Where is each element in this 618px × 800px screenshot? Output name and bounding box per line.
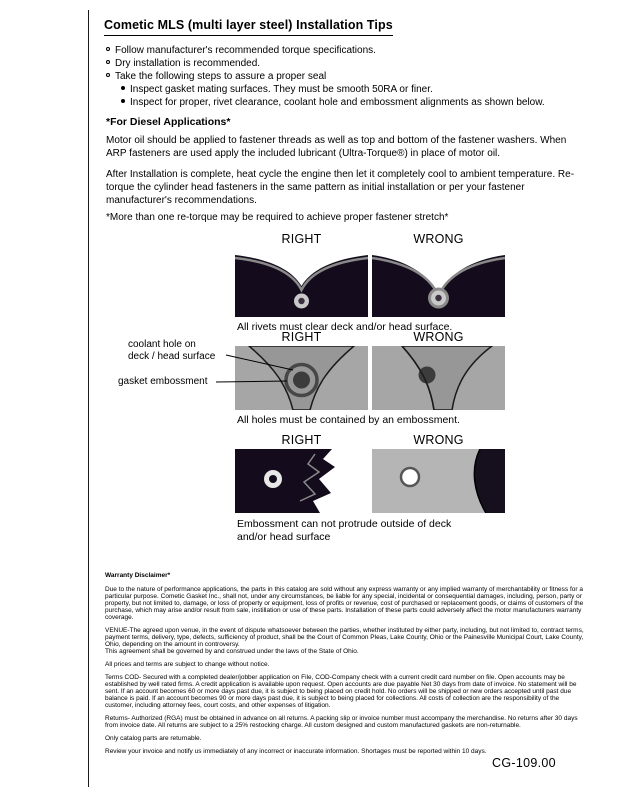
tip-text: Dry installation is recommended. [115,58,261,69]
retorque-note: *More than one re-torque may be required to achieve proper fastener stretch* [106,212,449,223]
fig2-wrong-diagram [372,346,505,410]
document-code: CG-109.00 [492,756,556,770]
fig2-caption: All holes must be contained by an embossment. [237,414,460,426]
warranty-disclaimer-section [105,572,584,761]
review-invoice-paragraph: Review your invoice and notify us immediately of any incorrect or inaccurate information. Shortages must be reported within 10 days. [105,748,487,755]
filled-bullet-icon [121,86,125,90]
prices-paragraph: All prices and terms are subject to change without notice. [105,661,270,668]
fig2-wrong-label: WRONG [413,330,464,344]
warranty-disclaimer-heading: Warranty Disclaimer* [105,572,171,579]
callout-text: coolant hole on [128,339,196,350]
fig3-right-diagram [235,449,368,513]
list-item [106,70,580,83]
gasket-embossment-callout: gasket embossment [118,376,208,387]
list-item [121,83,580,96]
callout-text: deck / head surface [128,350,216,362]
fig3-caption-line2: and/or head surface [237,531,331,543]
diesel-paragraph-1: Motor oil should be applied to fastener threads as well as top and bottom of the fastener washers. When ARP fasteners are used apply the included lubricant (Ultra-Torque®) in place of motor oil. [106,135,567,159]
list-item [106,44,580,57]
fig1-right-diagram [235,247,368,317]
diesel-paragraph-2: After Installation is complete, heat cycle the engine then let it completely cool to ambient temperature. Re-torque the cylinder head fasteners in the same pattern as initial installation or per your fastener manufacturer's recommendations. [106,169,575,206]
tip-text: Inspect for proper, rivet clearance, coolant hole and embossment alignments as shown below. [130,97,545,108]
diesel-applications-heading: *For Diesel Applications* [106,116,231,128]
tip-text: Take the following steps to assure a proper seal [115,71,327,82]
fig2-right-diagram [235,346,368,410]
coolant-hole-callout [128,339,232,362]
tip-text: Follow manufacturer's recommended torque specifications. [115,45,376,56]
fig3-right-label: RIGHT [281,433,322,447]
returns-paragraph: Returns- Authorized (RGA) must be obtained in advance on all returns. A packing slip or invoice number must accompany the merchandise. No returns after 30 days from invoice date. All returns are subject to a 25% restocking charge. All custom designed and custom manufactured gaskets are non-returnable. [105,715,578,729]
venue-paragraph: VENUE-The agreed upon venue, in the event of dispute whatsoever between the parties, whether instituted by either party, including, but not limited to, contract terms, payment terms, delivery, type, defects, sufficiency of product, shall be the Court of Common Pleas, Lake County, Ohio or the Painesville Municipal Court, Lake County, Ohio, depending on the amount in controversy. [105,627,584,648]
tip-text: Inspect gasket mating surfaces. They must be smooth 50RA or finer. [130,84,433,95]
fig2-right-label: RIGHT [281,330,322,344]
open-bullet-icon [106,73,110,77]
terms-paragraph: Terms COD- Secured with a completed dealer/jobber application on File, COD-Company check with a current credit card number on file. Open accounts may be established by well rated firms. A credit application is available upon request. Open accounts are due payable Net 30 days from date of invoice. No statement will be sent. If an account becomes 60 or more days past due, it is subject to being placed on credit hold. No orders will be shipped or new orders accepted until past due balance is paid. If an account becomes 90 or more days past due, it is subject to being placed for collections. All costs of collection are the responsibility of the customer, including attorney fees, court costs, and other expenses of litigation. [105,674,577,709]
list-item [121,96,580,109]
venue-paragraph-2: This agreement shall be governed by and construed under the laws of the State of Ohio. [105,648,359,655]
fig1-wrong-diagram [372,247,505,317]
page-left-border [88,10,89,787]
fig3-wrong-label: WRONG [413,433,464,447]
installation-tips-list [106,44,580,109]
warranty-paragraph: Due to the nature of performance applications, the parts in this catalog are sold without any express warranty or any implied warranty of merchantability or fitness for a particular purpose. Cometic Gasket Inc., shall not, under any circumstances, be liable for any special, incidental or consequential damages, including, person, party or property, but not limited to, damage, or loss of property or equipment, loss of profits or revenue, cost of purchased or replacement goods, or claims of customers of the purchase, which may arise and/or result from sale, instillation or use of these parts. Installation of these parts could adversely affect the motor manufacturers warranty coverage. [105,586,584,621]
catalog-returnable-paragraph: Only catalog parts are returnable. [105,735,202,742]
page-title: Cometic MLS (multi layer steel) Installation Tips [104,18,393,36]
open-bullet-icon [106,47,110,51]
fig1-wrong-label: WRONG [413,232,464,246]
fig3-caption-line1: Embossment can not protrude outside of deck [237,518,452,530]
open-bullet-icon [106,60,110,64]
fig1-caption: All rivets must clear deck and/or head surface. [237,321,453,333]
filled-bullet-icon [121,99,125,103]
fig3-wrong-diagram [372,449,505,513]
fig1-right-label: RIGHT [281,232,322,246]
list-item [106,57,580,70]
